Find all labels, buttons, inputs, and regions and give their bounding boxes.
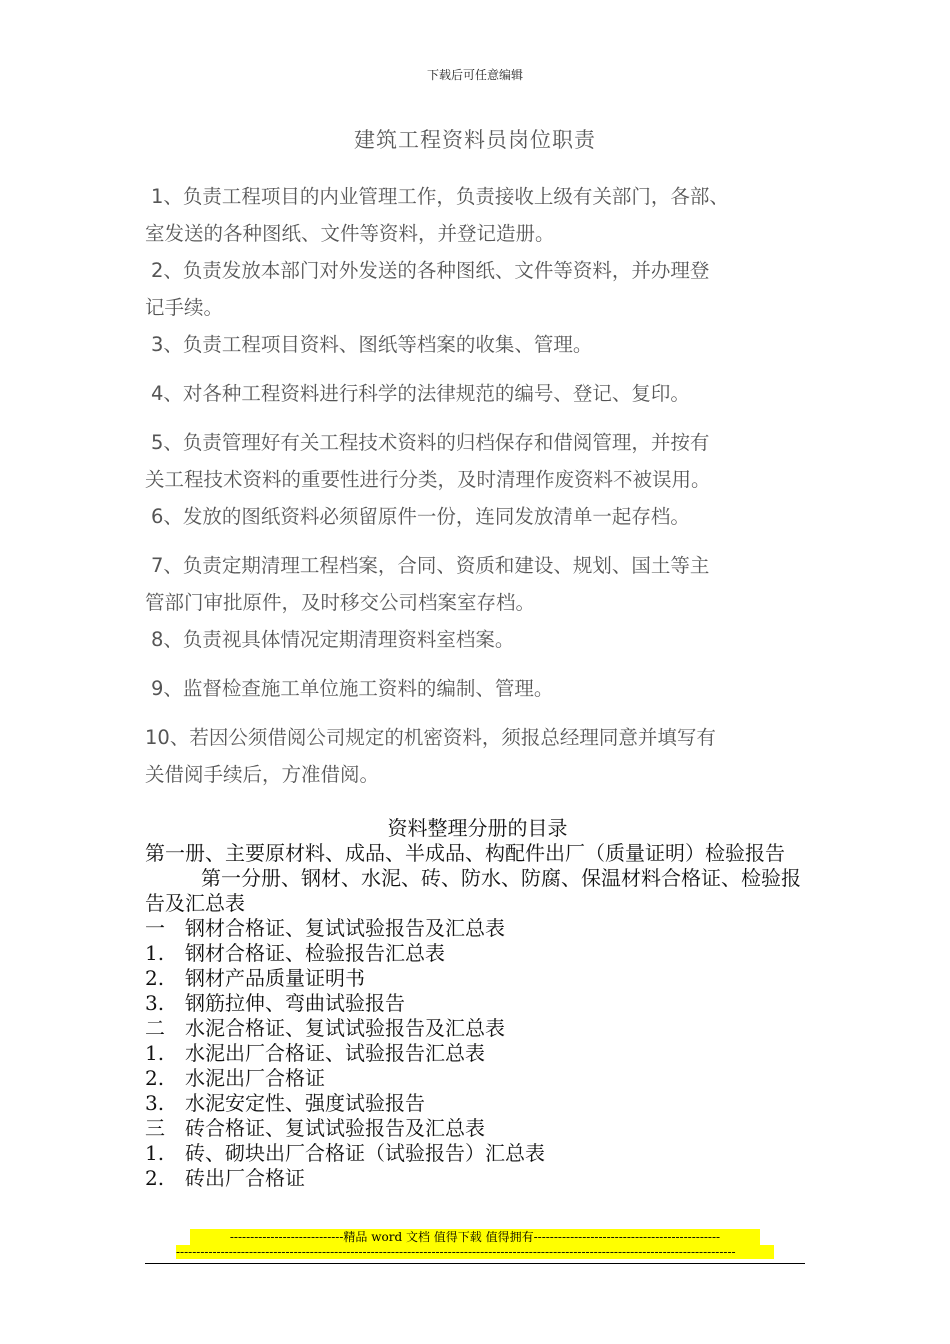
header-note: 下载后可任意编辑 (426, 68, 523, 82)
toc-item-text: 钢材产品质量证明书 (185, 966, 365, 990)
toc-volume: 第一册、主要原材料、成品、半成品、构配件出厂（质量证明）检验报告 (145, 841, 785, 865)
toc-item-text: 钢材合格证、复试试验报告及汇总表 (185, 916, 505, 940)
toc-item (145, 991, 810, 1016)
toc-item (145, 941, 810, 966)
toc-item-text: 钢材合格证、检验报告汇总表 (185, 941, 445, 965)
toc-item-text: 钢筋拉伸、弯曲试验报告 (185, 991, 405, 1015)
duty-line: 4、对各种工程资料进行科学的法律规范的编号、登记、复印。 (151, 382, 690, 405)
duty-item (145, 178, 815, 252)
duty-item (145, 252, 815, 326)
toc-item (145, 1166, 810, 1191)
toc-item (145, 1141, 810, 1166)
duty-line: 9、监督检查施工单位施工资料的编制、管理。 (151, 677, 554, 700)
duty-item (145, 719, 815, 793)
toc-subvolume: 第一分册、钢材、水泥、砖、防水、防腐、保温材料合格证、检验报告及汇总表 (145, 866, 801, 915)
duty-line-cont: 管部门审批原件，及时移交公司档案室存档。 (145, 591, 536, 614)
toc-item-number: 3. (145, 991, 165, 1015)
toc-item-number: 1. (145, 1141, 165, 1165)
toc-item (145, 1016, 810, 1041)
toc-item-number: 二 (145, 1016, 165, 1040)
toc-item (145, 1116, 810, 1141)
duty-item (145, 424, 815, 498)
duty-line: 10、若因公须借阅公司规定的机密资料，须报总经理同意并填写有 (145, 726, 716, 749)
toc-item-text: 砖合格证、复试试验报告及汇总表 (185, 1116, 485, 1140)
duty-line-cont: 室发送的各种图纸、文件等资料，并登记造册。 (145, 222, 555, 245)
duties-list (145, 178, 815, 793)
toc-item-text: 水泥合格证、复试试验报告及汇总表 (185, 1016, 505, 1040)
toc-item (145, 1091, 810, 1116)
toc-item-number: 三 (145, 1116, 165, 1140)
duty-line-cont: 关工程技术资料的重要性进行分类，及时清理作废资料不被误用。 (145, 468, 711, 491)
duty-line: 5、负责管理好有关工程技术资料的归档保存和借阅管理，并按有 (151, 431, 710, 454)
table-of-contents (145, 816, 810, 1191)
duty-item (145, 375, 815, 412)
duty-line: 1、负责工程项目的内业管理工作，负责接收上级有关部门，各部、 (151, 185, 729, 208)
toc-item (145, 966, 810, 991)
duty-line: 7、负责定期清理工程档案，合同、资质和建设、规划、国土等主 (151, 554, 710, 577)
duty-item (145, 670, 815, 707)
toc-title: 资料整理分册的目录 (387, 816, 568, 840)
toc-item-text: 水泥出厂合格证 (185, 1066, 325, 1090)
footer-banner-dashes: ------------------------------------------------------------------------------------------------------------------------------------------ (176, 1245, 774, 1259)
toc-item (145, 1066, 810, 1091)
footer-divider (145, 1263, 805, 1264)
duty-item (145, 547, 815, 621)
toc-item-text: 砖、砌块出厂合格证（试验报告）汇总表 (185, 1141, 545, 1165)
toc-item-text: 水泥安定性、强度试验报告 (185, 1091, 425, 1115)
duty-line: 2、负责发放本部门对外发送的各种图纸、文件等资料，并办理登 (151, 259, 710, 282)
duty-item (145, 621, 815, 658)
toc-item (145, 1041, 810, 1066)
toc-item-number: 2. (145, 1166, 165, 1190)
toc-item-number: 1. (145, 941, 165, 965)
duty-line: 6、发放的图纸资料必须留原件一份，连同发放清单一起存档。 (151, 505, 690, 528)
toc-item-number: 3. (145, 1091, 165, 1115)
duty-line: 3、负责工程项目资料、图纸等档案的收集、管理。 (151, 333, 593, 356)
duty-line-cont: 关借阅手续后，方准借阅。 (145, 763, 380, 786)
document-title: 建筑工程资料员岗位职责 (354, 128, 596, 152)
toc-item-number: 一 (145, 916, 165, 940)
toc-item-text: 砖出厂合格证 (185, 1166, 305, 1190)
footer-banner-text: ----------------------------精品 word 文档 值得下载 值得拥有---------------------------------------------- (190, 1229, 760, 1245)
toc-item-text: 水泥出厂合格证、试验报告汇总表 (185, 1041, 485, 1065)
duty-item (145, 498, 815, 535)
toc-item-number: 1. (145, 1041, 165, 1065)
duty-line-cont: 记手续。 (145, 296, 224, 319)
duty-item (145, 326, 815, 363)
toc-item-number: 2. (145, 1066, 165, 1090)
duty-line: 8、负责视具体情况定期清理资料室档案。 (151, 628, 515, 651)
toc-item (145, 916, 810, 941)
toc-item-number: 2. (145, 966, 165, 990)
